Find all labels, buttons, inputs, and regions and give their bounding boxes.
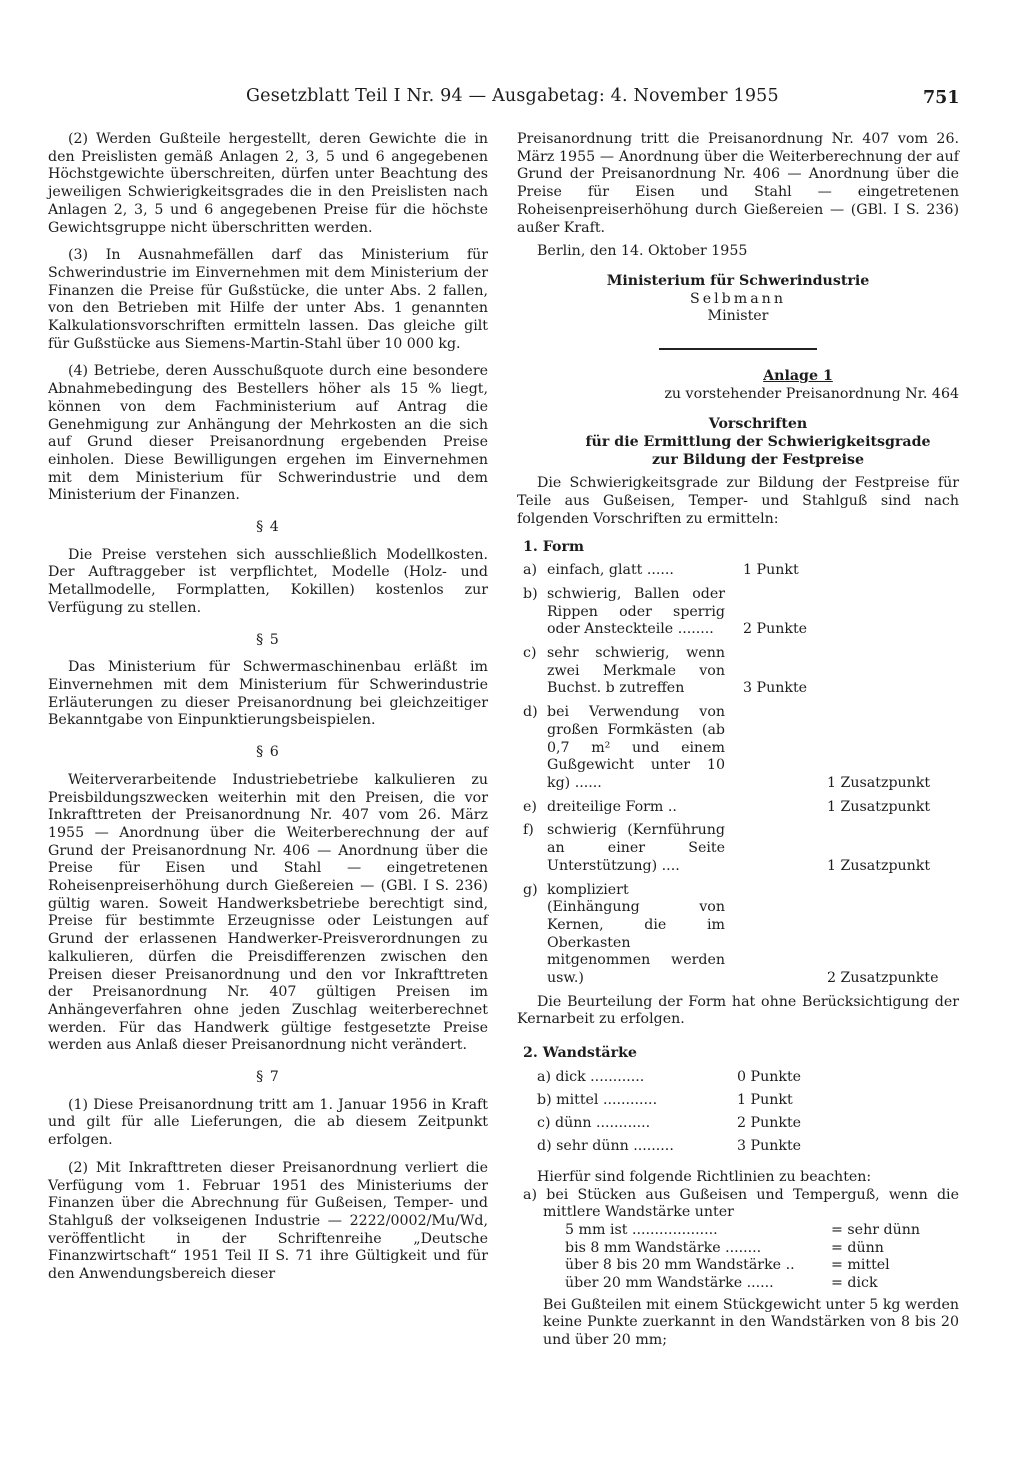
threshold-row <box>565 1275 959 1293</box>
item-label: b) <box>523 585 538 602</box>
item-extra-points: 1 Zusatzpunkt <box>827 798 931 815</box>
wall-thickness-heading: 2. Wandstärke <box>523 1045 637 1062</box>
form-item <box>517 704 959 793</box>
place-date: Berlin, den 14. Oktober 1955 <box>537 243 748 260</box>
wall-item-label: c) dünn ............ <box>537 1114 651 1131</box>
threshold-condition: über 20 mm Wandstärke ...... <box>565 1275 774 1291</box>
threshold-result: = dünn <box>831 1239 884 1256</box>
rules-title-line2: für die Ermittlung der Schwierigkeitsgrade <box>585 434 931 451</box>
section-heading-5: § 5 <box>256 631 280 648</box>
wall-item-points: 2 Punkte <box>737 1114 802 1131</box>
rules-intro: Die Schwierigkeitsgrade zur Bildung der Festpreise für Teile aus Gußeisen, Temper- und Stahlguß sind nach folgenden Vorschriften zu ermitteln: <box>517 475 959 527</box>
left-column <box>48 131 488 1284</box>
anlage-title: Anlage 1 <box>763 368 833 385</box>
section-heading-6: § 6 <box>256 744 280 761</box>
item-text: einfach, glatt ...... <box>547 562 674 579</box>
form-item <box>517 562 959 580</box>
form-heading: 1. Form <box>523 538 584 555</box>
wall-item <box>537 1069 959 1092</box>
signer-title: Minister <box>707 308 769 325</box>
item-points: 2 Punkte <box>743 621 808 638</box>
wall-item-label: a) dick ............ <box>537 1068 645 1085</box>
threshold-condition: über 8 bis 20 mm Wandstärke .. <box>565 1257 795 1274</box>
threshold-condition: bis 8 mm Wandstärke ........ <box>565 1239 762 1256</box>
guidelines-intro: Hierfür sind folgende Richtlinien zu beachten: <box>537 1168 872 1185</box>
item-text: sehr schwierig, wenn zwei Merkmale von Buchst. b zutreffen <box>547 645 725 697</box>
form-note: Die Beurteilung der Form hat ohne Berücksichtigung der Kernarbeit zu erfolgen. <box>517 993 959 1028</box>
anlage-subtitle: zu vorstehender Preisanordnung Nr. 464 <box>664 385 959 402</box>
rules-title-line3: zur Bildung der Festpreise <box>651 452 864 469</box>
threshold-result: = mittel <box>831 1257 890 1274</box>
ministry-name: Ministerium für Schwerindustrie <box>606 272 870 289</box>
form-list <box>517 562 959 987</box>
right-column <box>517 131 959 1350</box>
form-item <box>517 822 959 875</box>
wall-item-points: 0 Punkte <box>737 1068 802 1085</box>
item-points: 1 Punkt <box>743 562 799 579</box>
wall-item-label: d) sehr dünn ......... <box>537 1137 674 1154</box>
section-heading-7: § 7 <box>256 1069 280 1086</box>
paragraph-section-6: Weiterverarbeitende Industriebetriebe kalkulieren zu Preisbildungszwecken weiterhin mit den Preisen, die vor Inkrafttreten der Preisanordnung Nr. 407 vom 26. März 1955 — Anordnung über die Weiterberechnung der auf Grund der Preisanordnung Nr. 406 — Anordnung über die Preise für Eisen und Stahl — eingetretenen Roheisenpreiserhöhung durch Gießereien — (GBl. I S. 236) gültig waren. Soweit Handwerksbetriebe berechtigt sind, Preise für bestimmte Erzeugnisse oder Leistungen auf Grund der erlassenen Handwerker-Preisverordnungen zu kalkulieren, dürfen die Preisdifferenzen zwischen den Preisen dieser Preisanordnung und den vor Inkrafttreten der Preisanordnung Nr. 407 gültigen Preisen im Anhängeverfahren ohne jeden Zuschlag weiterberechnet werden. Für das Handwerk gültige festgesetzte Preise werden aus Anlaß dieser Preisanordnung nicht verändert. <box>48 771 488 1054</box>
item-label: a) <box>523 562 537 579</box>
threshold-condition: 5 mm ist ................... <box>565 1221 718 1238</box>
page-number: 751 <box>923 88 960 108</box>
wall-item <box>537 1115 959 1138</box>
item-text: bei Verwendung von großen Formkästen (ab 0,7 m² und einem Gußgewicht unter 10 kg) ...... <box>547 704 725 791</box>
wall-item <box>537 1138 959 1161</box>
item-label: c) <box>523 645 537 662</box>
wall-item-points: 1 Punkt <box>737 1091 793 1108</box>
form-item <box>517 645 959 698</box>
threshold-row <box>565 1257 959 1275</box>
form-item <box>517 882 959 988</box>
item-label: g) <box>523 881 538 898</box>
paragraph-section-4: Die Preise verstehen sich ausschließlich Modellkosten. Der Auftraggeber ist verpflichtet, Modelle (Holz- und Metallmodelle, Formplatten, Kokillen) kostenlos zur Verfügung zu stellen. <box>48 546 488 616</box>
item-label: d) <box>523 704 538 721</box>
paragraph-continuation: Preisanordnung tritt die Preisanordnung Nr. 407 vom 26. März 1955 — Anordnung über die Weiterberechnung der auf Grund der Preisanordnung Nr. 406 — Anordnung über die Preise für Eisen und Stahl — eingetretenen Roheisenpreiserhöhung durch Gießereien — (GBl. I S. 236) außer Kraft. <box>517 131 959 236</box>
wall-item-points: 3 Punkte <box>737 1137 802 1154</box>
paragraph-abs3: (3) In Ausnahmefällen darf das Ministerium für Schwerindustrie im Einvernehmen mit dem Ministerium der Finanzen die Preise für Gußstücke, die unter Abs. 2 fallen, von den Betrieben mit Hilfe der unter Abs. 1 genannten Kalkulationsvorschriften ermitteln lassen. Das gleiche gilt für Gußstücke aus Siemens-Martin-Stahl über 10 000 kg. <box>48 247 488 352</box>
item-text: schwierig (Kernführung an einer Seite Unterstützung) .... <box>547 822 725 874</box>
paragraph-abs2: (2) Werden Gußteile hergestellt, deren Gewichte die in den Preislisten gemäß Anlagen 2, 3, 5 und 6 angegebenen Höchstgewichte überschreiten, dürfen unter Beachtung des jeweiligen Schwierigkeitsgrades die in den Preislisten nach Anlagen 2, 3, 5 und 6 angegebenen Preise für die höchste Gewichtsgruppe nicht überschritten werden. <box>48 131 488 236</box>
paragraph-abs4: (4) Betriebe, deren Ausschußquote durch eine besondere Abnahmebedingung des Bestellers höher als 15 % liegt, können von dem Fachministerium auf Antrag die Genehmigung zur Anhängung der Mehrkosten an die sich auf Grund dieser Preisanordnung ergebenden Preise einholen. Diese Bewilligungen ergehen im Einvernehmen mit dem Ministerium für Schwerindustrie und dem Ministerium der Finanzen. <box>48 363 488 504</box>
wall-item-label: b) mittel ............ <box>537 1091 658 1108</box>
threshold-row <box>565 1240 959 1258</box>
section-heading-4: § 4 <box>256 519 280 536</box>
item-points: 3 Punkte <box>743 680 808 697</box>
threshold-row <box>565 1222 959 1240</box>
rules-title <box>557 415 959 469</box>
paragraph-section-7-abs2: (2) Mit Inkrafttreten dieser Preisanordnung verliert die Verfügung vom 1. Februar 1951 des Ministeriums der Finanzen über die Abrechnung für Gußeisen, Temper- und Stahlguß der volkseigenen Industrie — 2222/0002/Mu/Wd, veröffentlicht in der Schriftenreihe „Deutsche Finanzwirtschaft“ 1951 Teil II S. 71 ihre Gültigkeit und für den Anwendungsbereich dieser <box>48 1159 488 1283</box>
item-text: kompliziert (Einhängung von Kernen, die im Oberkasten mitgenommen werden usw.) <box>547 881 725 987</box>
item-label: f) <box>523 822 534 839</box>
item-label: e) <box>523 798 537 815</box>
form-item <box>517 586 959 639</box>
item-extra-points: 2 Zusatzpunkte <box>827 970 939 987</box>
page-header <box>0 86 1024 112</box>
item-text: schwierig, Ballen oder Rippen oder sperrig oder Ansteckteile ........ <box>547 585 725 638</box>
rules-title-line1: Vorschriften <box>708 416 808 433</box>
form-item <box>517 799 959 817</box>
wall-item <box>537 1092 959 1115</box>
guideline-a: a) bei Stücken aus Gußeisen und Temperguß, wenn die mittlere Wandstärke unter <box>523 1186 959 1221</box>
header-title: Gesetzblatt Teil I Nr. 94 — Ausgabetag: 4. November 1955 <box>246 86 779 106</box>
divider-rule <box>659 348 817 350</box>
item-text: dreiteilige Form .. <box>547 798 677 815</box>
signer-name: Selbmann <box>690 290 786 307</box>
guideline-note: Bei Gußteilen mit einem Stückgewicht unter 5 kg werden keine Punkte zuerkannt in den Wandstärken von 8 bis 20 und über 20 mm; <box>543 1296 959 1349</box>
item-extra-points: 1 Zusatzpunkt <box>827 857 931 874</box>
paragraph-section-5: Das Ministerium für Schwermaschinenbau erläßt im Einvernehmen mit dem Ministerium für Schwerindustrie Erläuterungen zu dieser Preisanordnung bei gleichzeitiger Bekanntgabe von Einpunktierungsbeispielen. <box>48 659 488 729</box>
paragraph-section-7-abs1: (1) Diese Preisanordnung tritt am 1. Januar 1956 in Kraft und gilt für alle Lieferungen, die ab diesem Zeitpunkt erfolgen. <box>48 1096 488 1149</box>
threshold-result: = dick <box>831 1275 878 1291</box>
item-extra-points: 1 Zusatzpunkt <box>827 774 931 791</box>
threshold-result: = sehr dünn <box>831 1221 920 1238</box>
